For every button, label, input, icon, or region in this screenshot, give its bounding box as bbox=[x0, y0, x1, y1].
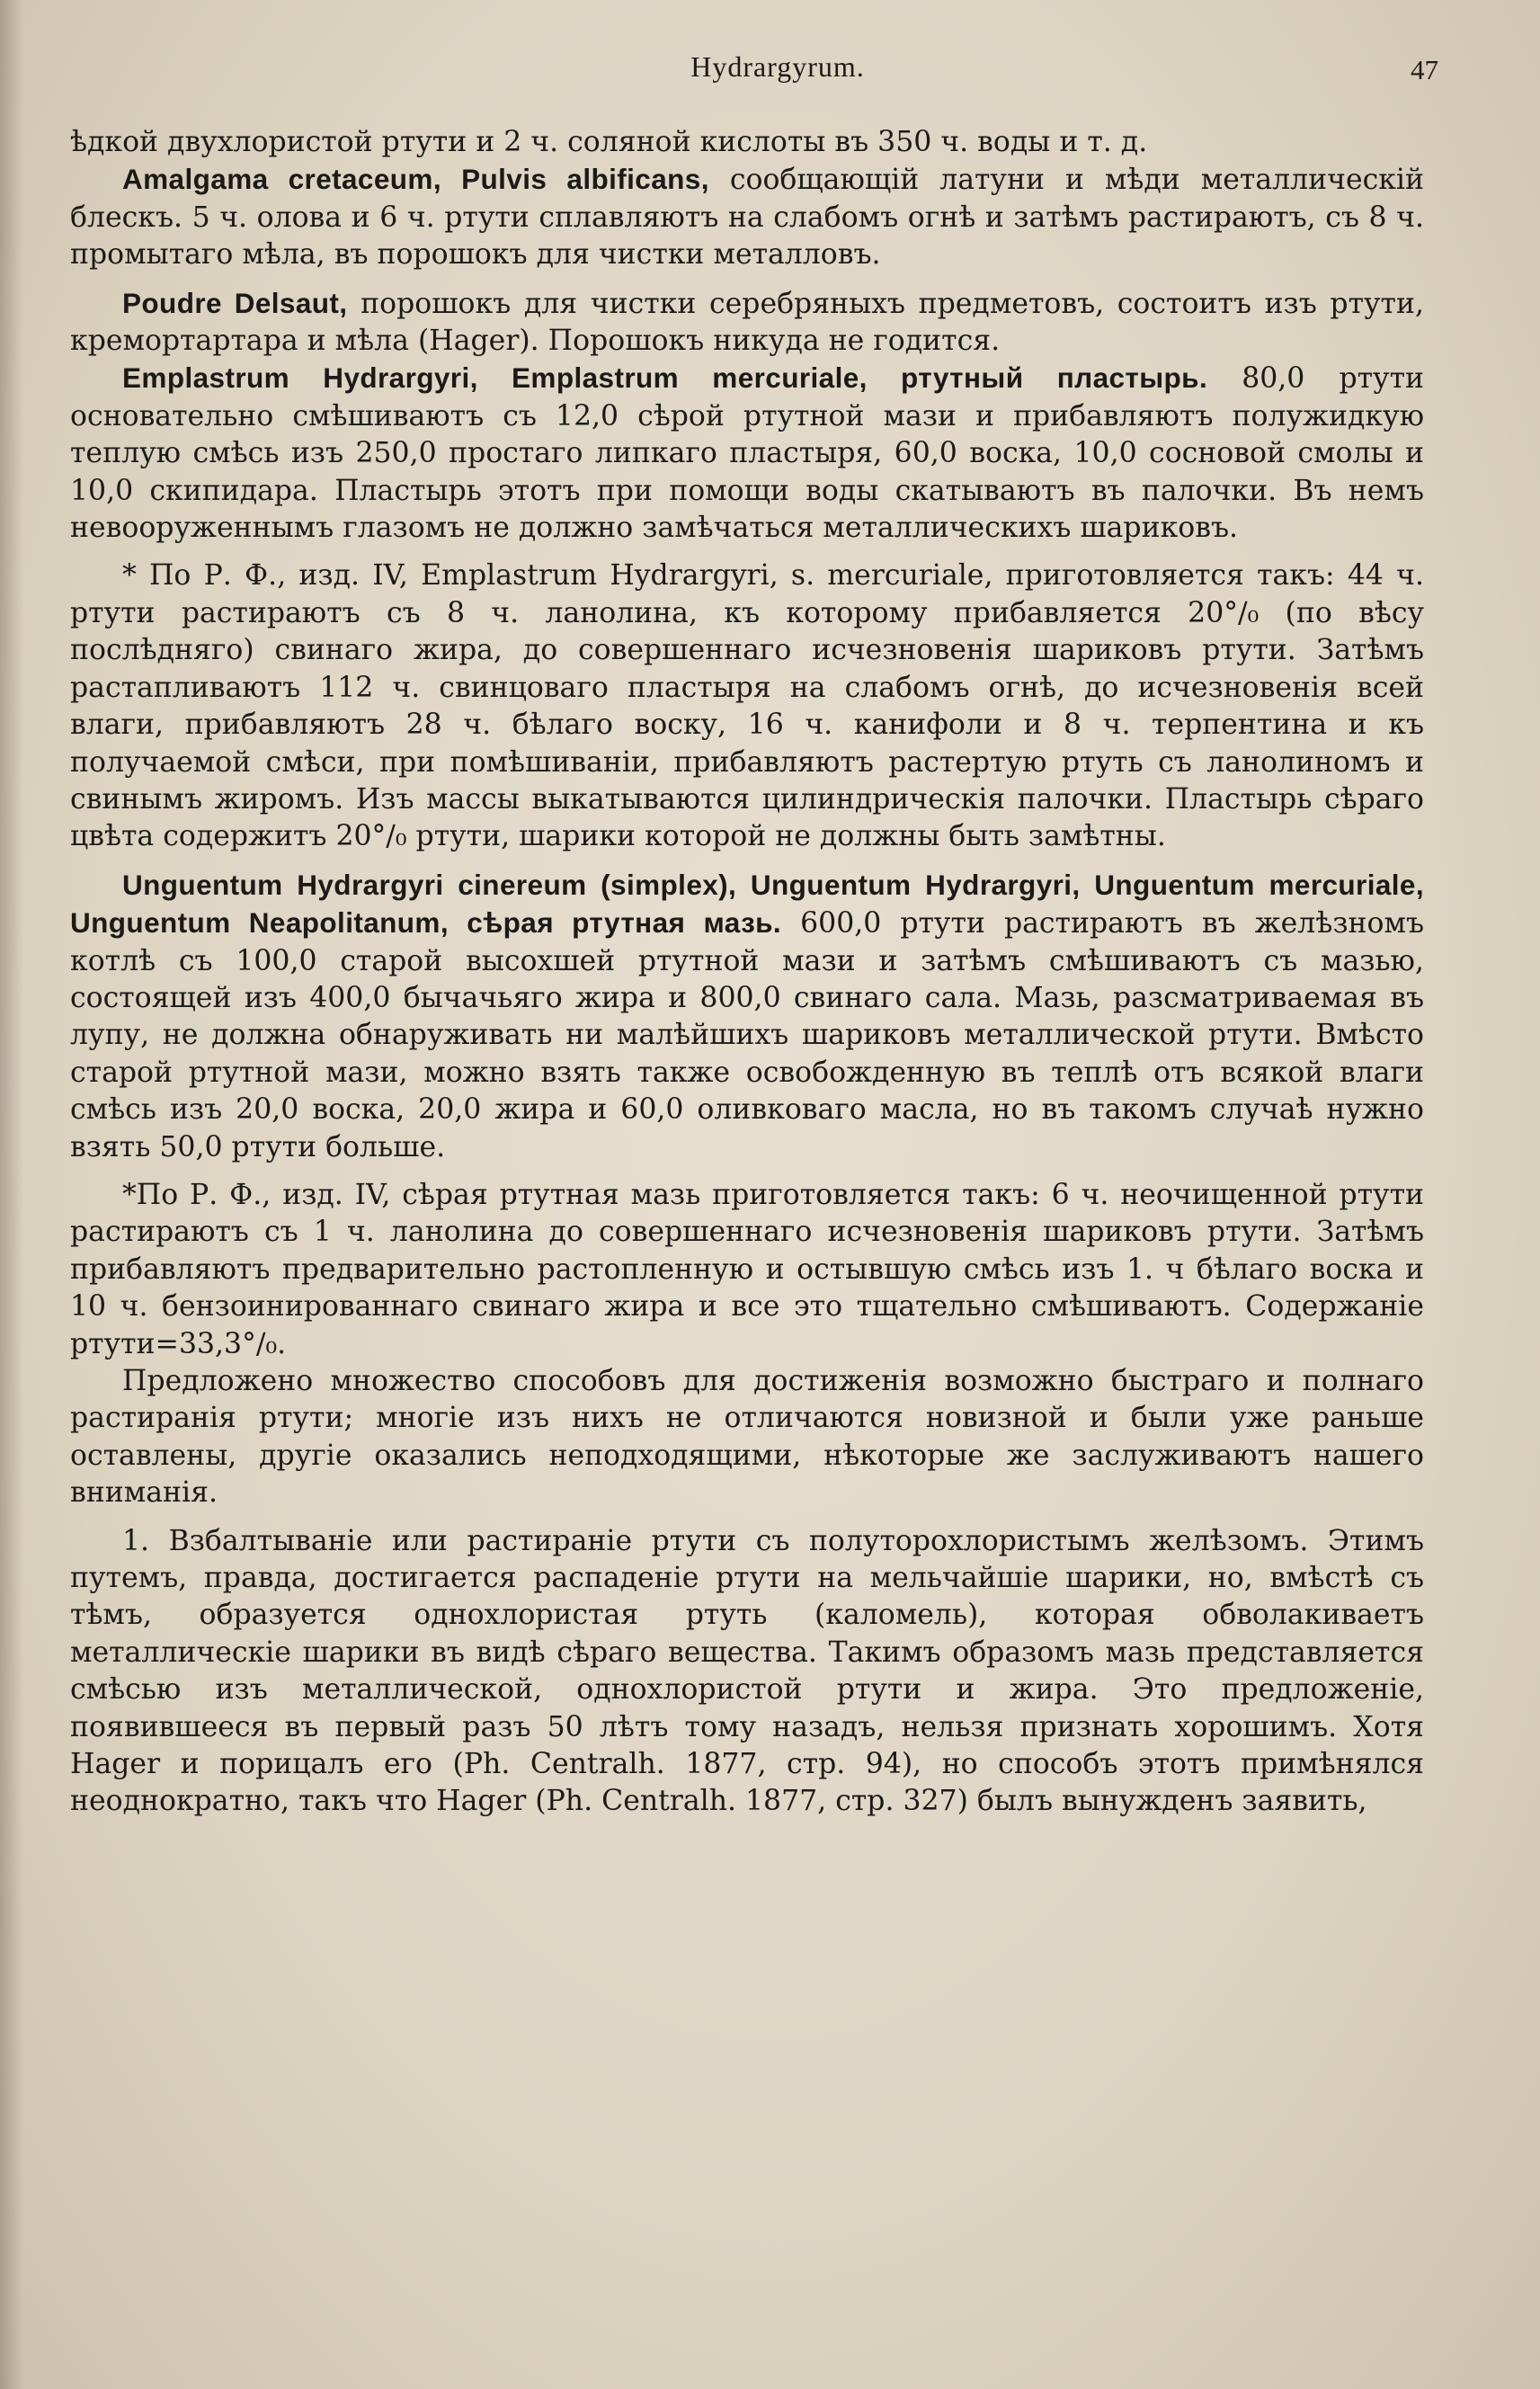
entry-term: Emplastrum Hydrargyri, Emplastrum mercuriale, ртутный пластырь. bbox=[122, 361, 1208, 395]
paragraph-text: порошокъ для чистки серебряныхъ предметовъ, состоитъ изъ ртути, кремортартара и мѣла (Hager). Порошокъ никуда не годится. bbox=[70, 287, 1424, 358]
entry-term: Unguentum Hydrargyri cinereum (simplex), Unguentum Hydrargyri, Unguentum mercuriale, Unguentum Neapolitanum, сѣрая ртутная мазь. bbox=[70, 868, 1424, 940]
entry-term: Poudre Delsaut, bbox=[122, 286, 348, 319]
paragraph-text: 600,0 ртути растираютъ въ желѣзномъ котлѣ съ 100,0 старой высохшей ртутной мази и затѣмъ смѣшиваютъ съ мазью, состоящей изъ 400,0 бычачьяго жира и 800,0 свинаго сала. Мазь, разсматриваемая въ лупу, не должна обнаруживать ни малѣйшихъ шариковъ металлической ртути. Вмѣсто старой ртутной мази, можно взять также освобожденную въ теплѣ отъ всякой влаги смѣсь изъ 20,0 воска, 20,0 жира и 60,0 оливковаго масла, но въ такомъ случаѣ нужно взять 50,0 ртути больше. bbox=[70, 907, 1424, 1163]
paragraph-text: * По Р. Ф., изд. IV, Emplastrum Hydrargyri, s. mercuriale, приготовляется такъ: 44 ч. ртути растираютъ съ 8 ч. ланолина, къ которому прибавляется 20°/₀ (по вѣсу послѣдняго) свинаго жира, до совершеннаго исчезновенія шариковъ ртути. Затѣмъ растапливаютъ 112 ч. свинцоваго пластыря на слабомъ огнѣ, до исчезновенія всей влаги, прибавляютъ 28 ч. бѣлаго воску, 16 ч. канифоли и 8 ч. терпентина и къ получаемой смѣси, при помѣшиваніи, прибавляютъ растертую ртуть съ ланолиномъ и свинымъ жиромъ. Изъ массы выкатываются цилиндрическія палочки. Пластырь сѣраго цвѣта содержитъ 20°/₀ ртути, шарики которой не должны быть замѣтны. bbox=[70, 559, 1424, 853]
paragraph-text: ѣдкой двухлористой ртути и 2 ч. соляной кислоты въ 350 ч. воды и т. д. bbox=[70, 126, 1148, 158]
paragraph-text: Предложено множество способовъ для достиженія возможно быстраго и полнаго растиранія ртути; многіе изъ нихъ не отличаются новизной и были уже раньше оставлены, другіе оказались неподходящими, нѣкоторые же заслуживаютъ нашего вниманія. bbox=[70, 1365, 1424, 1510]
page-number: 47 bbox=[1411, 54, 1438, 85]
paragraph-methods-intro bbox=[70, 1363, 1424, 1512]
paragraph-text: *По Р. Ф., изд. IV, сѣрая ртутная мазь приготовляется такъ: 6 ч. неочищенной ртути растираютъ съ 1 ч. ланолина до совершеннаго исчезновенія шариковъ ртути. Затѣмъ прибавляютъ предварительно растопленную и остывшую смѣсь изъ 1. ч бѣлаго воска и 10 ч. бензоинированнаго свинаго жира и все это тщательно смѣшиваютъ. Содержаніе ртути=33,3°/₀. bbox=[70, 1178, 1424, 1360]
paragraph-unguentum-hydrargyri bbox=[70, 867, 1424, 1166]
running-title: Hydrargyrum. bbox=[690, 50, 865, 83]
paragraph-text: сообщающій латуни и мѣди металлическій блескъ. 5 ч. олова и 6 ч. ртути сплавляютъ на слабомъ огнѣ и затѣмъ растираютъ, съ 8 ч. промытаго мѣла, въ порошокъ для чистки металловъ. bbox=[70, 164, 1424, 272]
paragraph-method-1 bbox=[70, 1523, 1424, 1821]
page-header bbox=[117, 45, 1438, 90]
paragraph-continuation bbox=[70, 124, 1424, 161]
paragraph-poudre-delsaut bbox=[70, 285, 1424, 361]
paragraph-emplastrum-hydrargyri bbox=[70, 360, 1424, 547]
body-text bbox=[70, 124, 1424, 1821]
paragraph-pf-emplastrum-note bbox=[70, 557, 1424, 855]
paragraph-text: 1. Взбалтываніе или растираніе ртути съ полуторохлористымъ желѣзомъ. Этимъ путемъ, правда, достигается распаденіе ртути на мельчайшіе шарики, но, вмѣстѣ съ тѣмъ, образуется однохлористая ртуть (каломель), которая обволакиваетъ металлическіе шарики въ видѣ сѣраго вещества. Такимъ образомъ мазь представляется смѣсью изъ металлической, однохлористой ртути и жира. Это предложеніе, появившееся въ первый разъ 50 лѣтъ тому назадъ, нельзя признать хорошимъ. Хотя Hager и порицалъ его (Ph. Centralh. 1877, стр. 94), но способъ этотъ примѣнялся неоднократно, такъ что Hager (Ph. Centralh. 1877, стр. 327) былъ вынужденъ заявить, bbox=[70, 1524, 1424, 1818]
paragraph-pf-unguentum-note bbox=[70, 1177, 1424, 1363]
paragraph-text: 80,0 ртути основательно смѣшиваютъ съ 12,0 сѣрой ртутной мази и прибавляютъ полужидкую теплую смѣсь изъ 250,0 простаго липкаго пластыря, 60,0 воска, 10,0 сосновой смолы и 10,0 скипидара. Пластырь этотъ при помощи воды скатываютъ въ палочки. Въ немъ невооруженнымъ глазомъ не должно замѣчаться металлическихъ шариковъ. bbox=[70, 362, 1425, 545]
paragraph-amalgama-cretaceum bbox=[70, 161, 1424, 273]
entry-term: Amalgama cretaceum, Pulvis albificans, bbox=[122, 163, 709, 196]
